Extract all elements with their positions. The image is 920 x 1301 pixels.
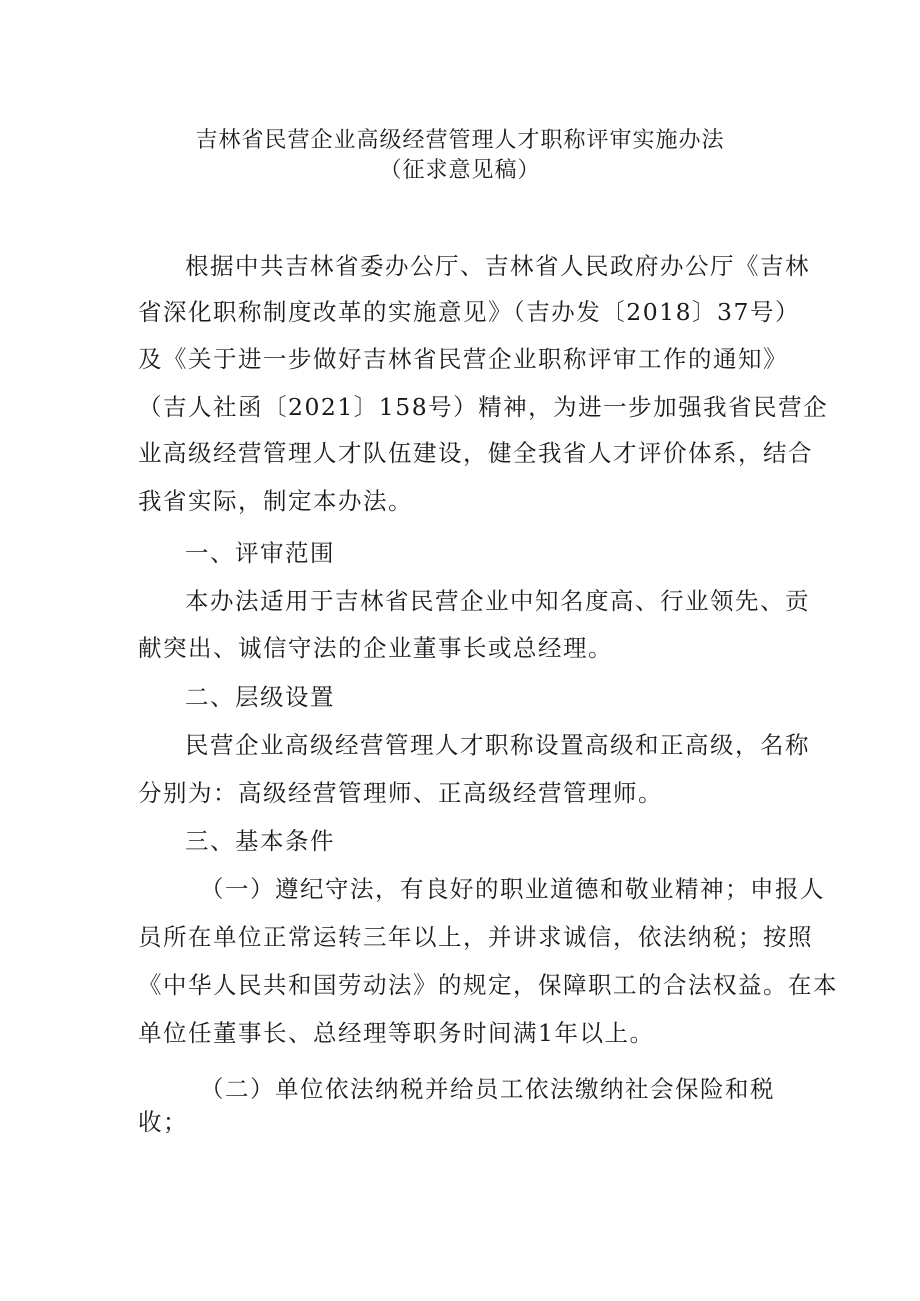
section-heading: 三、基本条件 [185,827,335,855]
section-text-line: 分别为：高级经营管理师、正高级经营管理师。 [138,779,663,807]
intro-line: 业高级经营管理人才队伍建设，健全我省人才评价体系，结合 [138,439,813,467]
item-text-line: 《中华人民共和国劳动法》的规定，保障职工的合法权益。在本 [138,971,838,999]
item-text-line: 员所在单位正常运转三年以上，并讲求诚信，依法纳税；按照 [138,923,813,951]
section-heading: 二、层级设置 [185,683,335,711]
item-text-line: 收； [138,1108,188,1136]
section-text-line: 献突出、诚信守法的企业董事长或总经理。 [138,634,613,662]
section-text-line: 本办法适用于吉林省民营企业中知名度高、行业领先、贡 [185,587,810,615]
intro-line: 及《关于进一步做好吉林省民营企业职称评审工作的通知》 [138,345,788,373]
item-text-line: （二）单位依法纳税并给员工依法缴纳社会保险和税 [200,1075,775,1103]
item-text-line: 单位任董事长、总经理等职务时间满1年以上。 [138,1019,655,1047]
intro-line: 我省实际，制定本办法。 [138,487,413,515]
intro-line: （吉人社函〔2021〕158号）精神，为进一步加强我省民营企 [138,393,829,421]
section-text-line: 民营企业高级经营管理人才职称设置高级和正高级，名称 [185,731,810,759]
intro-line: 根据中共吉林省委办公厅、吉林省人民政府办公厅《吉林 [185,252,810,280]
document-title: 吉林省民营企业高级经营管理人才职称评审实施办法 [195,128,725,153]
intro-line: 省深化职称制度改革的实施意见》（吉办发〔2018〕37号） [138,298,800,326]
section-heading: 一、评审范围 [185,539,335,567]
document-subtitle: （征求意见稿） [379,158,541,183]
item-text-line: （一）遵纪守法，有良好的职业道德和敬业精神；申报人 [200,875,825,903]
